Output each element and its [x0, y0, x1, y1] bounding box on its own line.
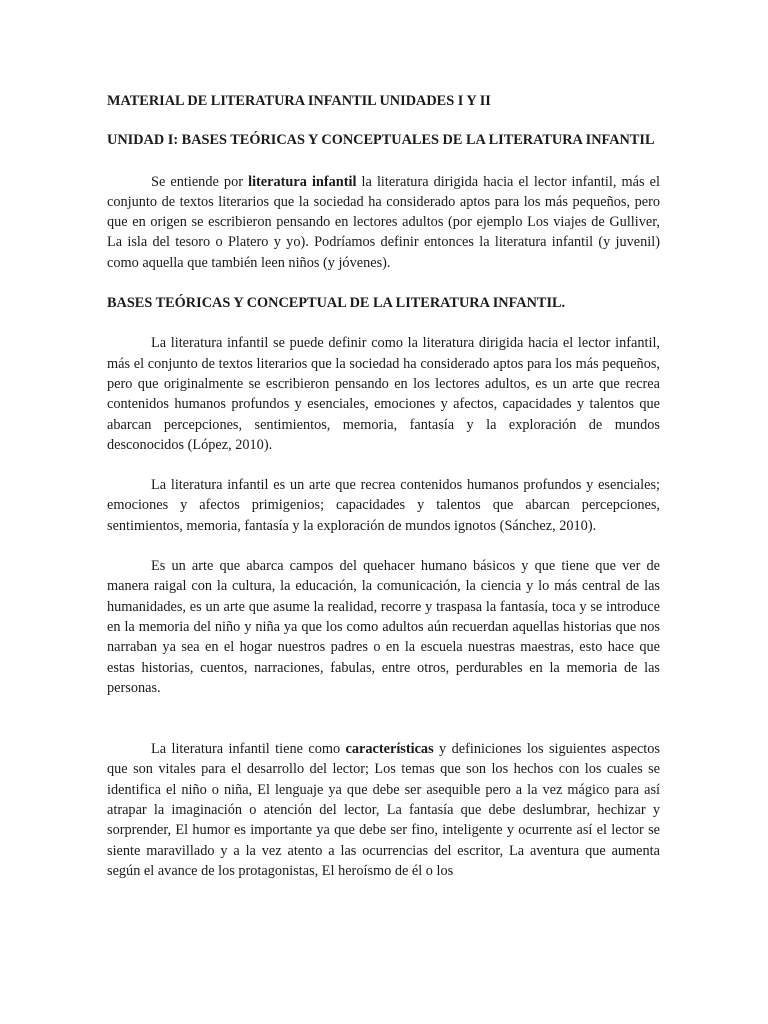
intro-bold-term: literatura infantil	[248, 173, 357, 190]
unit-heading: UNIDAD I: BASES TEÓRICAS Y CONCEPTUALES DE LA LITERATURA INFANTIL	[107, 132, 655, 149]
section-heading: BASES TEÓRICAS Y CONCEPTUAL DE LA LITERATURA INFANTIL.	[107, 295, 566, 312]
characteristics-paragraph	[107, 739, 660, 881]
characteristics-text-after: y definiciones los siguientes aspectos que son vitales para el desarrollo del lector; Los temas que son los hechos con los cuales se identifica el niño o niña, El lenguaje ya que debe ser asequible pero a la vez mágico para así atrapar la imaginación o atención del lector, La fantasía que debe deslumbrar, hechizar y sorprender, El humor es importante ya que debe ser fino, inteligente y ocurrente así el lector se siente maravillado y a la vez atento a las ocurrencias del escritor, La aventura que aumenta según el avance de los protagonistas, El heroísmo de él o los	[107, 741, 660, 879]
body-paragraph-1: La literatura infantil se puede definir como la literatura dirigida hacia el lector infantil, más el conjunto de textos literarios que la sociedad ha considerado aptos para los más pequeños, pero que originalmente se escribieron pensando en los lectores adultos, es un arte que recrea contenidos humanos profundos y esenciales, emociones y afectos, capacidades y talentos que abarcan percepciones, sentimientos, memoria, fantasía y la exploración de mundos desconocidos (López, 2010).	[107, 335, 660, 453]
body-paragraph-3: Es un arte que abarca campos del quehacer humano básicos y que tiene que ver de manera raigal con la cultura, la educación, la comunicación, la ciencia y lo más central de las humanidades, es un arte que asume la realidad, recorre y traspasa la fantasía, toca y se introduce en la memoria del niño y niña ya que los como adultos aún recuerdan aquellas historias que nos narraban ya sea en el hogar nuestros padres o en la escuela nuestras maestras, esto hace que estas historias, cuentos, narraciones, fabulas, entre otros, perdurables en la memoria de las personas.	[107, 558, 660, 696]
intro-text-before: Se entiende por	[151, 173, 249, 190]
document-title: MATERIAL DE LITERATURA INFANTIL UNIDADES I Y II	[107, 93, 491, 109]
intro-paragraph	[107, 172, 660, 273]
characteristics-bold-term: características	[345, 741, 434, 758]
characteristics-text-before: La literatura infantil tiene como	[151, 741, 346, 758]
intro-text-after: la literatura dirigida hacia el lector infantil, más el conjunto de textos literarios que la sociedad ha considerado aptos para los más pequeños, pero que en origen se escribieron pensando en lectores adultos (por ejemplo Los viajes de Gulliver, La isla del tesoro o Platero y yo). Podríamos definir entonces la literatura infantil (y juvenil) como aquella que también leen niños (y jóvenes).	[107, 173, 660, 271]
body-paragraph-2: La literatura infantil es un arte que recrea contenidos humanos profundos y esenciales; emociones y afectos primigenios; capacidades y talentos que abarcan percepciones, sentimientos, memoria, fantasía y la exploración de mundos ignotos (Sánchez, 2010).	[107, 477, 660, 534]
